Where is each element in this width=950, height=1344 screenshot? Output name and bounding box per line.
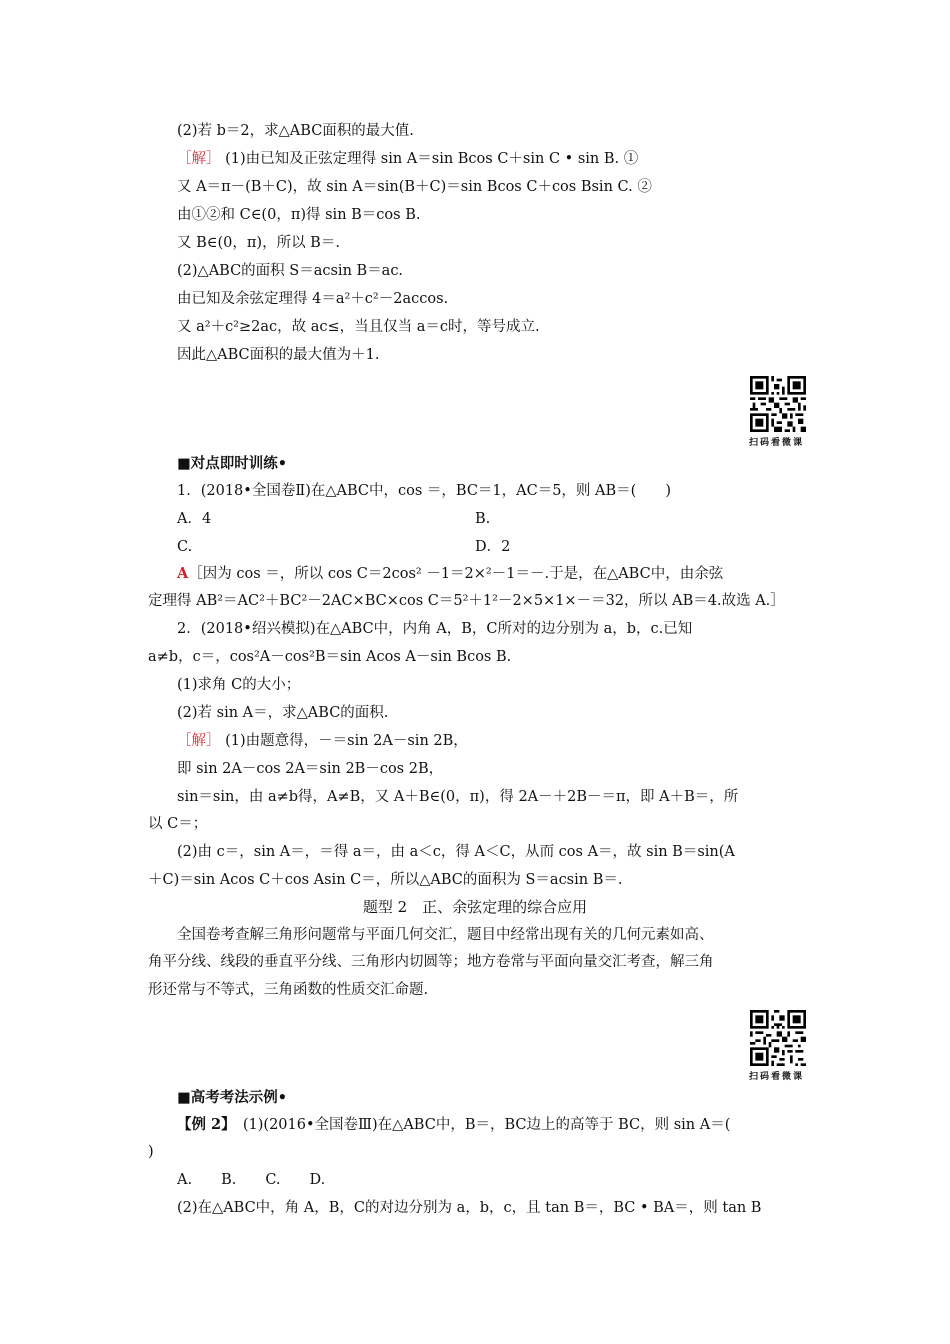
problem-2-sub1: (1)求角 C的大小；: [177, 677, 301, 693]
solution-line: ＋C)＝sin Acos C＋cos Asin C＝，所以△ABC的面积为 S＝acsin B＝.: [148, 872, 623, 888]
solution-line: 即 sin 2A－cos 2A＝sin 2B－cos 2B，: [177, 761, 444, 777]
answer-line: 定理得 AB²＝AC²＋BC²－2AC×BC×cos C＝5²＋1²－2×5×1×－＝32，所以 AB＝4.故选 A.］: [148, 593, 785, 609]
section-intro: 形还常与不等式，三角函数的性质交汇命题.: [148, 982, 429, 998]
section-intro: 全国卷考查解三角形问题常与平面几何交汇，题目中经常出现有关的几何元素如高、: [177, 927, 714, 943]
solution-line: (2)△ABC的面积 S＝acsin B＝ac.: [177, 263, 404, 279]
solution-text: (1)由题意得，－＝sin 2A－sin 2B，: [220, 733, 468, 749]
solution-text: (1)由已知及正弦定理得 sin A＝sin Bcos C＋sin C • sin B. ①: [220, 151, 639, 167]
solution-line: 又 a²＋c²≥2ac，故 ac≤，当且仅当 a＝c时，等号成立.: [177, 319, 540, 335]
answer-line: [177, 563, 723, 585]
problem-1-text: 1．(2018•全国卷Ⅱ)在△ABC中，cos ＝，BC＝1，AC＝5，则 AB＝( ): [177, 483, 671, 499]
solution-line: 由①②和 C∈(0，π)得 sin B＝cos B.: [177, 207, 421, 223]
training-heading: ■对点即时训练•: [177, 455, 287, 472]
solution-line: [177, 730, 468, 752]
solution-line: 以 C＝；: [148, 816, 208, 832]
qr-code-icon[interactable]: [750, 376, 806, 432]
example-tag: 【例 2】: [177, 1116, 229, 1133]
solution-tag: ［解］: [177, 151, 221, 167]
example-line: [177, 1114, 730, 1136]
qr-caption: 扫码看微课: [749, 1072, 805, 1082]
solution-line: sin＝sin，由 a≠b得，A≠B，又 A＋B∈(0，π)，得 2A－＋2B－＝π，即 A＋B＝，所: [177, 789, 739, 805]
option-c: C.: [177, 539, 193, 555]
option-a: A．4: [177, 511, 212, 527]
problem-2-text: a≠b，c＝，cos²A－cos²B＝sin Acos A－sin Bcos B.: [148, 649, 512, 665]
solution-line: 由已知及余弦定理得 4＝a²＋c²－2accos.: [177, 291, 449, 307]
example-text: (1)(2016•全国卷Ⅲ)在△ABC中，B＝，BC边上的高等于 BC，则 sin A＝(: [228, 1117, 731, 1133]
example-2-text: (2)在△ABC中，角 A，B，C的对边分别为 a，b，c，且 tan B＝，BC • BA＝，则 tan B: [177, 1200, 762, 1216]
qr-caption: 扫码看微课: [749, 438, 805, 448]
solution-line: 又 B∈(0，π)，所以 B＝.: [177, 235, 340, 251]
solution-line: 又 A＝π－(B＋C)，故 sin A＝sin(B＋C)＝sin Bcos C＋cos Bsin C. ②: [177, 179, 652, 195]
solution-line: (2)由 c＝，sin A＝，＝得 a＝，由 a＜c，得 A＜C，从而 cos A＝，故 sin B＝sin(A: [177, 844, 735, 860]
section-title: 题型 2 正、余弦定理的综合应用: [362, 898, 588, 916]
qr-code-icon[interactable]: [750, 1010, 806, 1066]
answer-text: ［因为 cos ＝，所以 cos C＝2cos² －1＝2×²－1＝－.于是，在△ABC中，由余弦: [188, 566, 724, 582]
example-options: A. B. C. D.: [177, 1172, 326, 1188]
exam-heading: ■高考考法示例•: [177, 1089, 287, 1106]
solution-line: [177, 148, 638, 170]
solution-tag: ［解］: [177, 733, 221, 749]
option-d: D．2: [475, 539, 511, 555]
answer-letter: A: [177, 565, 189, 582]
problem-2-text: 2．(2018•绍兴模拟)在△ABC中，内角 A，B，C所对的边分别为 a，b，c.已知: [177, 621, 693, 637]
option-b: B.: [475, 511, 491, 527]
solution-line: 因此△ABC面积的最大值为＋1.: [177, 347, 380, 363]
question-2-text: (2)若 b＝2，求△ABC面积的最大值.: [177, 123, 414, 139]
problem-2-sub2: (2)若 sin A＝，求△ABC的面积.: [177, 705, 389, 721]
section-intro: 角平分线、线段的垂直平分线、三角形内切圆等；地方卷常与平面向量交汇考查，解三角: [148, 954, 714, 970]
example-line: ): [148, 1144, 154, 1160]
